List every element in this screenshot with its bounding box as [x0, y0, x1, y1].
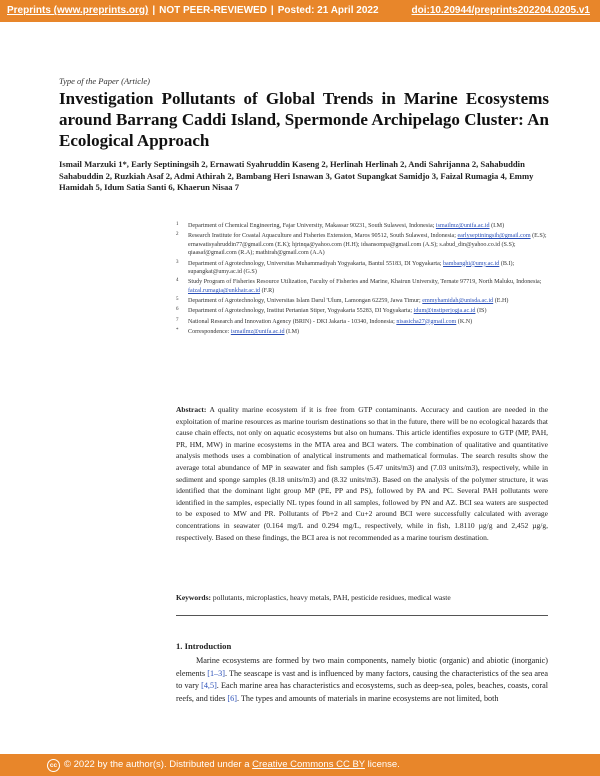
affiliation-item — [176, 297, 548, 306]
affiliation-text: Research Institute for Coastal Aquaculture and Fisheries Extension, Maros 90512, South Sulawesi, Indonesia; — [188, 233, 456, 240]
affiliation-tail: (IS) — [477, 308, 487, 315]
affiliation-email-link[interactable]: faizal.rumagia@unkhair.ac.id — [188, 287, 261, 294]
paper-type: Type of the Paper (Article) — [59, 76, 150, 86]
doi-link[interactable]: doi:10.20944/preprints202204.0205.v1 — [411, 5, 590, 16]
correspondence-item — [176, 328, 548, 337]
affiliation-text: Study Program of Fisheries Resource Utilization, Faculty of Fisheries and Marine, Khairun University, Ternate 97719, North Maluku, Indonesia; — [188, 279, 542, 286]
affiliation-number: 6 — [176, 307, 179, 313]
abstract-text: A quality marine ecosystem if it is free from GTP contaminants. Accuracy and caution are needed in the exploitation of marine resources as marine tourism destinations so that in the future, there will be no ecological hazards that cause chain effects, not only on aquatic ecosystems but also on humans. This article identifies exposure to GTP (MP, PAH, PR, HM, MW) in marine ecosystems in the MTA area and BCI waters. The combination of qualitative and quantitative analysis methods uses a combination of analytical instruments and mathematical formulas. The search results show the average total abundance of MP in seawater and fish samples (5.47 units/m3) and (7.03 units/m3), respectively, while in sediment and sponge samples (8.18 units/m3) and (8.32 units/m3). Based on the analysis of the polymer structure, it was identified that the dominant light group MP (PE, PP and PS), followed by PA and PC. Several PAH pollutants were identified in the samples, especially NL types found in all samples, followed by PN and AZ. BCI sea waters are suspected to be exposed to MW and PR. Pollutants of Pb+2 and Cu+2 around BCI were successfully calculated with average concentrations in seawater (0.164 mg/L and 0.294 mg/L, respectively, while in fish, 1.8110 µg/g and 2,452 µg/g, respectively. Based on these findings, the BCI area is not recommended as a marine tourism destination. — [176, 405, 549, 542]
affiliation-email-link[interactable]: earlyseptiningsih@gmail.com — [457, 233, 531, 240]
affiliation-tail: (K.N) — [457, 318, 473, 325]
section-heading-introduction: 1. Introduction — [176, 641, 232, 651]
preprints-site-link[interactable]: Preprints (www.preprints.org) — [7, 5, 149, 16]
affiliation-item — [176, 232, 548, 258]
affiliation-item — [176, 222, 548, 231]
license-link[interactable]: Creative Commons CC BY — [252, 759, 365, 770]
header-left — [7, 5, 379, 16]
citation-link[interactable]: [1–3] — [207, 668, 225, 678]
intro-text: . Each marine area has characteristics and ecosystems, such as deep-sea, poles, beaches, coasts, coral reefs, and tides — [176, 681, 548, 703]
affiliation-email-link[interactable]: idum@instiperjogja.ac.id — [413, 308, 476, 315]
preprint-header-bar — [0, 0, 600, 22]
affiliation-item — [176, 307, 548, 316]
intro-text: . The seascape is vast and is influenced by many factors, causing the characteristics of the sea area to vary — [176, 668, 548, 691]
keywords-text: pollutants, microplastics, heavy metals, PAH, pesticide residues, medical waste — [212, 593, 451, 602]
author-list: Ismail Marzuki 1*, Early Septiningsih 2, Ernawati Syahruddin Kaseng 2, Herlinah Herlinah 2, Andi Sahrijanna 2, Sahabuddin Sahabuddin 2, Ruzkiah Asaf 2, Admi Athirah 2, Bambang Heri Isnawan 3, Gatot Supangkat Samidjo 3, Faizal Rumagia 4, Emmy Hamidah 5, Idum Satia Santi 6, Khaerun Nisaa 7 — [59, 159, 534, 192]
correspondence-email-link[interactable]: ismailmz@unifa.ac.id — [230, 328, 285, 335]
affiliation-number: 5 — [176, 297, 179, 303]
peer-review-status: NOT PEER-REVIEWED — [159, 5, 267, 16]
intro-text: . The types and amounts of materials in marine ecosystems are not limited, both — [236, 693, 499, 703]
affiliation-tail: (E.H) — [494, 298, 509, 305]
affiliation-number: 4 — [176, 278, 179, 284]
affiliation-text: Department of Agrotechnology, Institut Pertanian Stiper, Yogyakarta 55283, DI Yogyakarta; — [188, 308, 413, 315]
affiliation-tail: (I.M) — [491, 223, 505, 229]
header-right — [412, 5, 590, 16]
abstract-label: Abstract: — [176, 405, 207, 414]
affiliation-email-link[interactable]: bambanghi@umy.ac.id — [443, 260, 500, 267]
license-prefix: © 2022 by the author(s). Distributed under a — [64, 759, 250, 770]
posted-date: Posted: 21 April 2022 — [277, 5, 379, 16]
affiliation-email-link[interactable]: nisasicha27@gmail.com — [396, 318, 457, 325]
license-footer-bar — [0, 754, 600, 776]
affiliation-item — [176, 318, 548, 327]
affiliation-text: Department of Agrotechnology, Universitas Muhammadiyah Yogyakarta, Bantul 55183, DI Yogyakarta; — [188, 260, 442, 267]
affiliation-item — [176, 278, 548, 295]
section-divider — [176, 615, 548, 616]
affiliation-tail: (B.I); supangkat@umy.ac.id (G.S) — [188, 260, 515, 276]
introduction-paragraph — [176, 655, 548, 705]
citation-link[interactable]: [4,5] — [201, 681, 217, 691]
intro-text: Marine ecosystems are formed by two main components, namely biotic (organic) and abiotic (inorganic) elements — [176, 656, 548, 678]
affiliation-email-link[interactable]: ismailmz@unifa.ac.id — [435, 223, 490, 229]
keywords-label: Keywords: — [176, 593, 211, 602]
affiliation-number: 3 — [176, 259, 179, 265]
affiliation-text: Department of Agrotechnology, Universitas Islam Darul 'Ulum, Lamongan 62259, Jawa Timur; — [188, 298, 421, 305]
affiliation-number: 7 — [176, 317, 179, 323]
keywords — [176, 593, 548, 603]
correspondence-label: Correspondence: — [188, 328, 230, 335]
affiliation-tail: (F.R) — [261, 287, 275, 294]
header-separator: | — [152, 5, 156, 16]
license-statement — [64, 759, 400, 770]
abstract — [176, 404, 548, 543]
affiliation-number: 2 — [176, 232, 179, 238]
license-suffix: license. — [367, 759, 400, 770]
affiliation-number: 1 — [176, 222, 179, 227]
creative-commons-icon: cc — [47, 759, 60, 772]
affiliation-text: National Research and Innovation Agency (BRIN) - DKI Jakarta - 10340, Indonesia; — [188, 318, 395, 325]
affiliation-list — [176, 222, 548, 338]
affiliation-email-link[interactable]: emmyhamidah@unisda.ac.id — [422, 298, 494, 305]
header-separator: | — [270, 5, 274, 16]
paper-title: Investigation Pollutants of Global Trends in Marine Ecosystems around Barrang Caddi Island, Spermonde Archipelago Cluster: An Ecological Approach — [59, 89, 549, 150]
citation-link[interactable]: [6] — [227, 693, 237, 703]
affiliation-text: Department of Chemical Engineering, Fajar University, Makassar 90231, South Sulawesi, Indonesia; — [188, 223, 435, 229]
correspondence-tail: (I.M) — [286, 328, 300, 335]
correspondence-marker: * — [176, 327, 179, 333]
affiliation-tail: (E.S); ernawatisyahruddin77@gmail.com (E.K); hjrinqa@yahoo.com (H.H); idsansompa@gmail.com (A.S); s.abud_din@yahoo.co.id (S.S); qiaasaf@gmail.com (R.A); mathirah@gmail.com (A.A) — [188, 233, 547, 257]
affiliation-item — [176, 260, 548, 277]
